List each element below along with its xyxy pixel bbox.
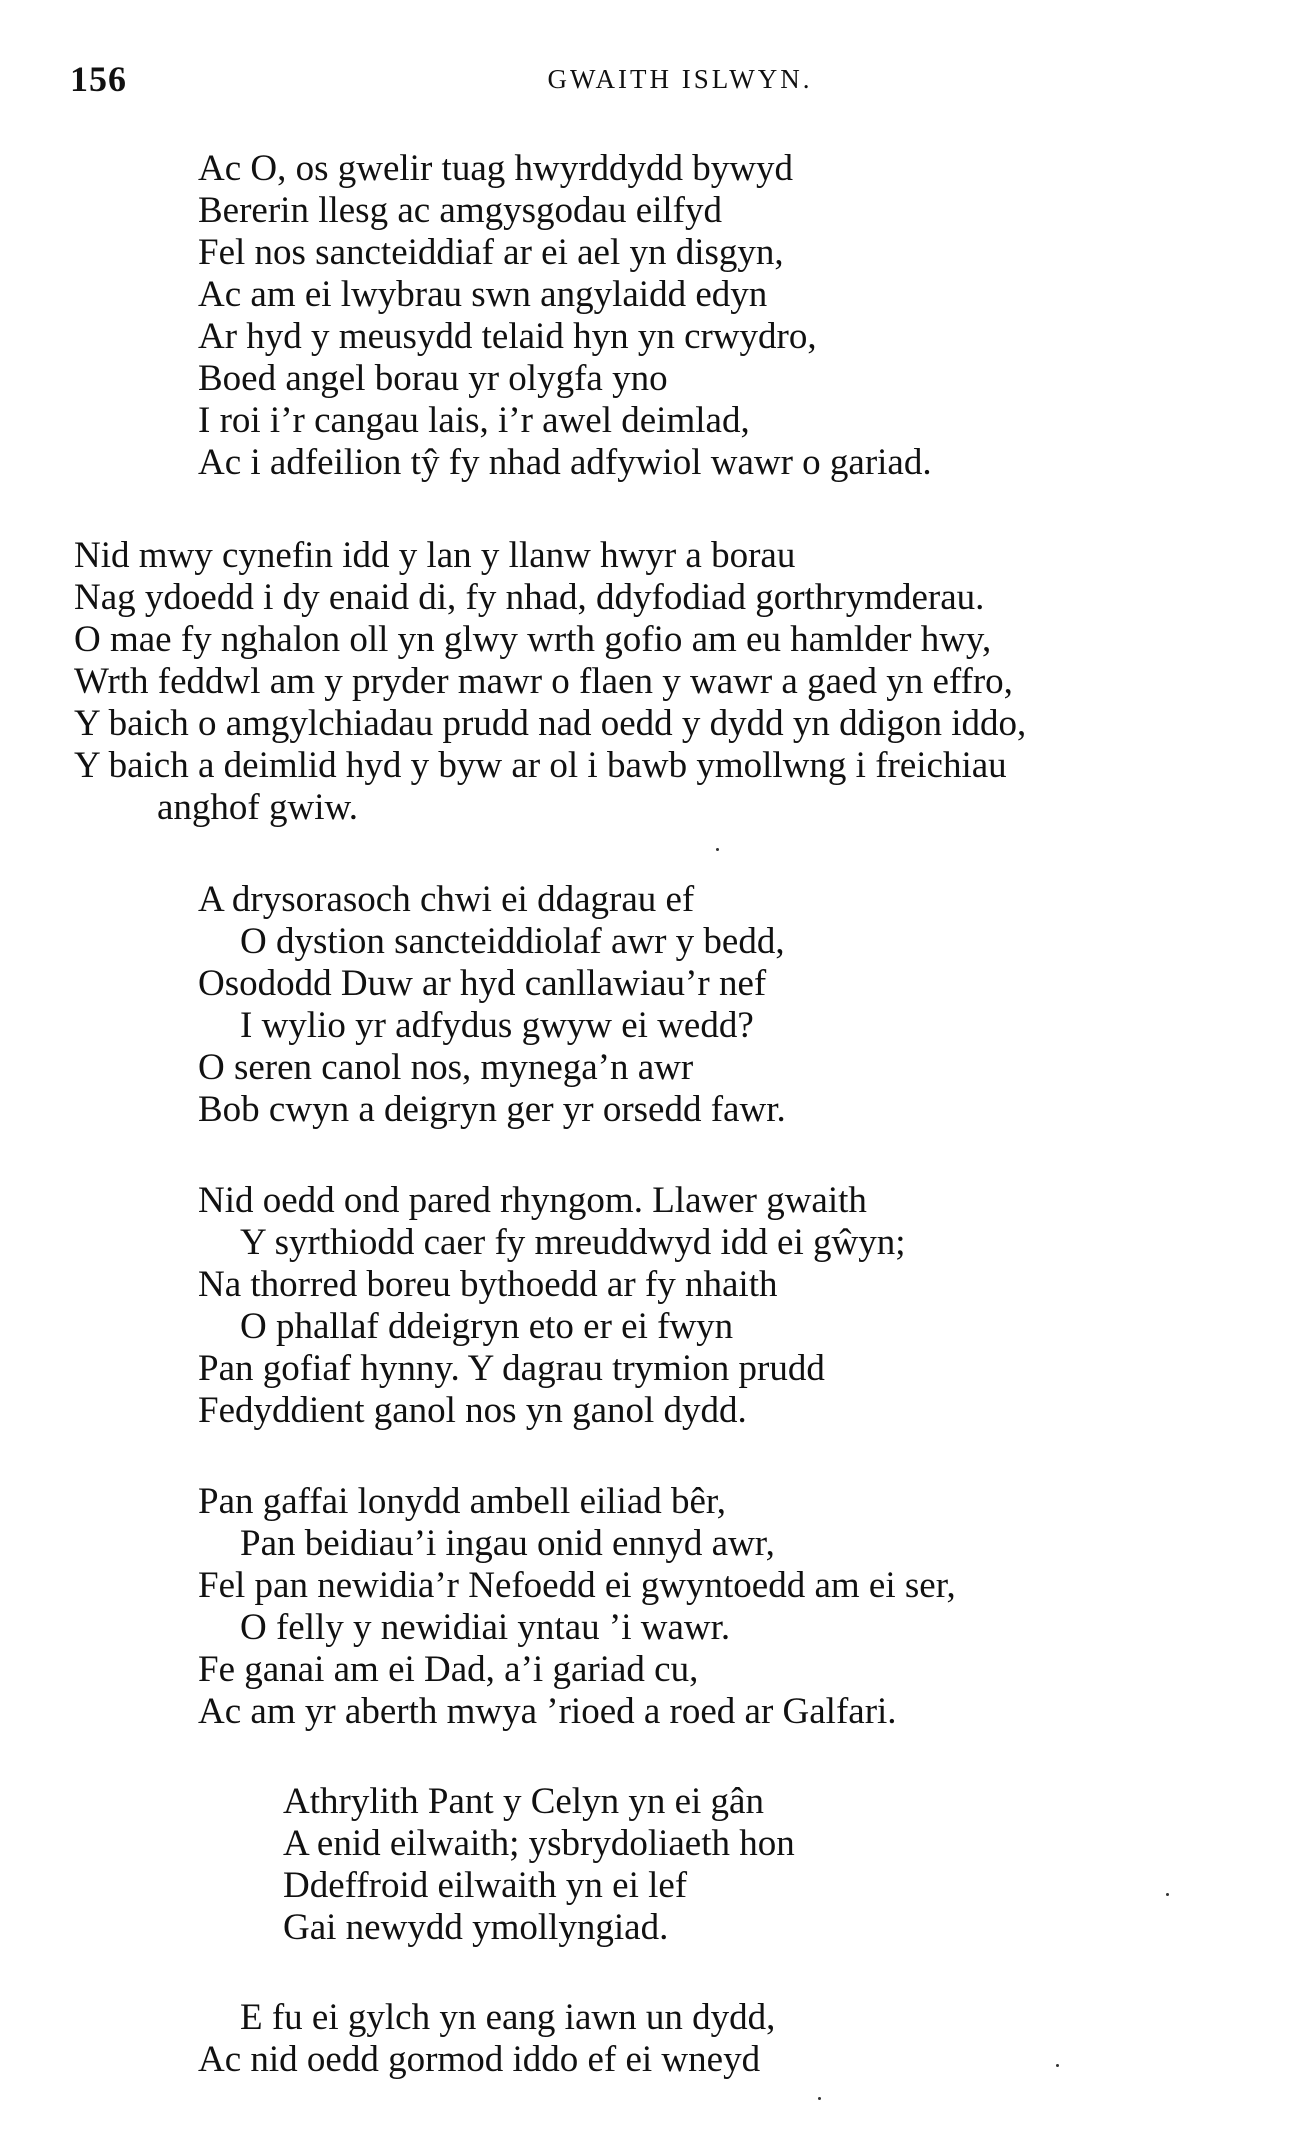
page-header: [70, 58, 1250, 108]
page-number: 156: [70, 59, 127, 99]
poem-line: I roi i’r cangau lais, i’r awel deimlad,: [198, 400, 750, 441]
poem-line: O phallaf ddeigryn eto er ei fwyn: [240, 1306, 734, 1347]
poem-line: Y syrthiodd caer fy mreuddwyd idd ei gŵyn;: [240, 1222, 906, 1263]
running-head: GWAITH ISLWYN.: [547, 64, 813, 94]
poem-line: Bererin llesg ac amgysgodau eilfyd: [198, 190, 722, 231]
poem-line: Fe ganai am ei Dad, a’i gariad cu,: [198, 1649, 699, 1690]
scan-speck: [818, 2097, 821, 2100]
poem-line: A enid eilwaith; ysbrydoliaeth hon: [283, 1823, 795, 1864]
poem-line: A drysorasoch chwi ei ddagrau ef: [198, 879, 695, 920]
poem-line: Wrth feddwl am y pryder mawr o flaen y wawr a gaed yn effro,: [74, 661, 1013, 702]
poem-line: Ac am ei lwybrau swn angylaidd edyn: [198, 274, 768, 315]
poem-line: I wylio yr adfydus gwyw ei wedd?: [240, 1005, 754, 1046]
poem-line: Boed angel borau yr olygfa yno: [198, 358, 668, 399]
scan-speck: [1166, 1893, 1169, 1896]
poem-line: Nag ydoedd i dy enaid di, fy nhad, ddyfodiad gorthrymderau.: [74, 577, 985, 618]
poem-line: Pan gofiaf hynny. Y dagrau trymion prudd: [198, 1348, 825, 1389]
poem-line: Ac am yr aberth mwya ’rioed a roed ar Galfari.: [198, 1691, 897, 1732]
poem-line: E fu ei gylch yn eang iawn un dydd,: [240, 1997, 776, 2038]
poem-line: Osododd Duw ar hyd canllawiau’r nef: [198, 963, 767, 1004]
poem-line: Nid mwy cynefin idd y lan y llanw hwyr a borau: [74, 535, 796, 576]
poem-line: Ac O, os gwelir tuag hwyrddydd bywyd: [198, 148, 793, 189]
poem-line: O seren canol nos, mynega’n awr: [198, 1047, 694, 1088]
poem-line: Y baich o amgylchiadau prudd nad oedd y dydd yn ddigon iddo,: [74, 703, 1027, 744]
scan-speck: [1056, 2064, 1059, 2067]
scan-speck: [716, 848, 719, 851]
poem-line: Ac i adfeilion tŷ fy nhad adfywiol wawr o gariad.: [198, 442, 932, 483]
poem-line: Fedyddient ganol nos yn ganol dydd.: [198, 1390, 747, 1431]
poem-line: Gai newydd ymollyngiad.: [283, 1907, 669, 1948]
poem-line: Athrylith Pant y Celyn yn ei gân: [283, 1781, 764, 1822]
poem-line: Pan gaffai lonydd ambell eiliad bêr,: [198, 1481, 727, 1522]
poem-line: Na thorred boreu bythoedd ar fy nhaith: [198, 1264, 778, 1305]
poem-line: Y baich a deimlid hyd y byw ar ol i bawb ymollwng i freichiau: [74, 745, 1007, 786]
poem-line: Fel nos sancteiddiaf ar ei ael yn disgyn,: [198, 232, 784, 273]
poem-line: O felly y newidiai yntau ’i wawr.: [240, 1607, 731, 1648]
poem-line: Bob cwyn a deigryn ger yr orsedd fawr.: [198, 1089, 786, 1130]
poem-line: Ac nid oedd gormod iddo ef ei wneyd: [198, 2039, 761, 2080]
poem-line: Nid oedd ond pared rhyngom. Llawer gwaith: [198, 1180, 867, 1221]
poem-line: Pan beidiau’i ingau onid ennyd awr,: [240, 1523, 775, 1564]
poem-line: O dystion sancteiddiolaf awr y bedd,: [240, 921, 785, 962]
poem-line: Fel pan newidia’r Nefoedd ei gwyntoedd am ei ser,: [198, 1565, 956, 1606]
poem-line: O mae fy nghalon oll yn glwy wrth gofio am eu hamlder hwy,: [74, 619, 992, 660]
poem-line: anghof gwiw.: [157, 787, 359, 828]
poem-line: Ddeffroid eilwaith yn ei lef: [283, 1865, 688, 1906]
poem-line: Ar hyd y meusydd telaid hyn yn crwydro,: [198, 316, 817, 357]
